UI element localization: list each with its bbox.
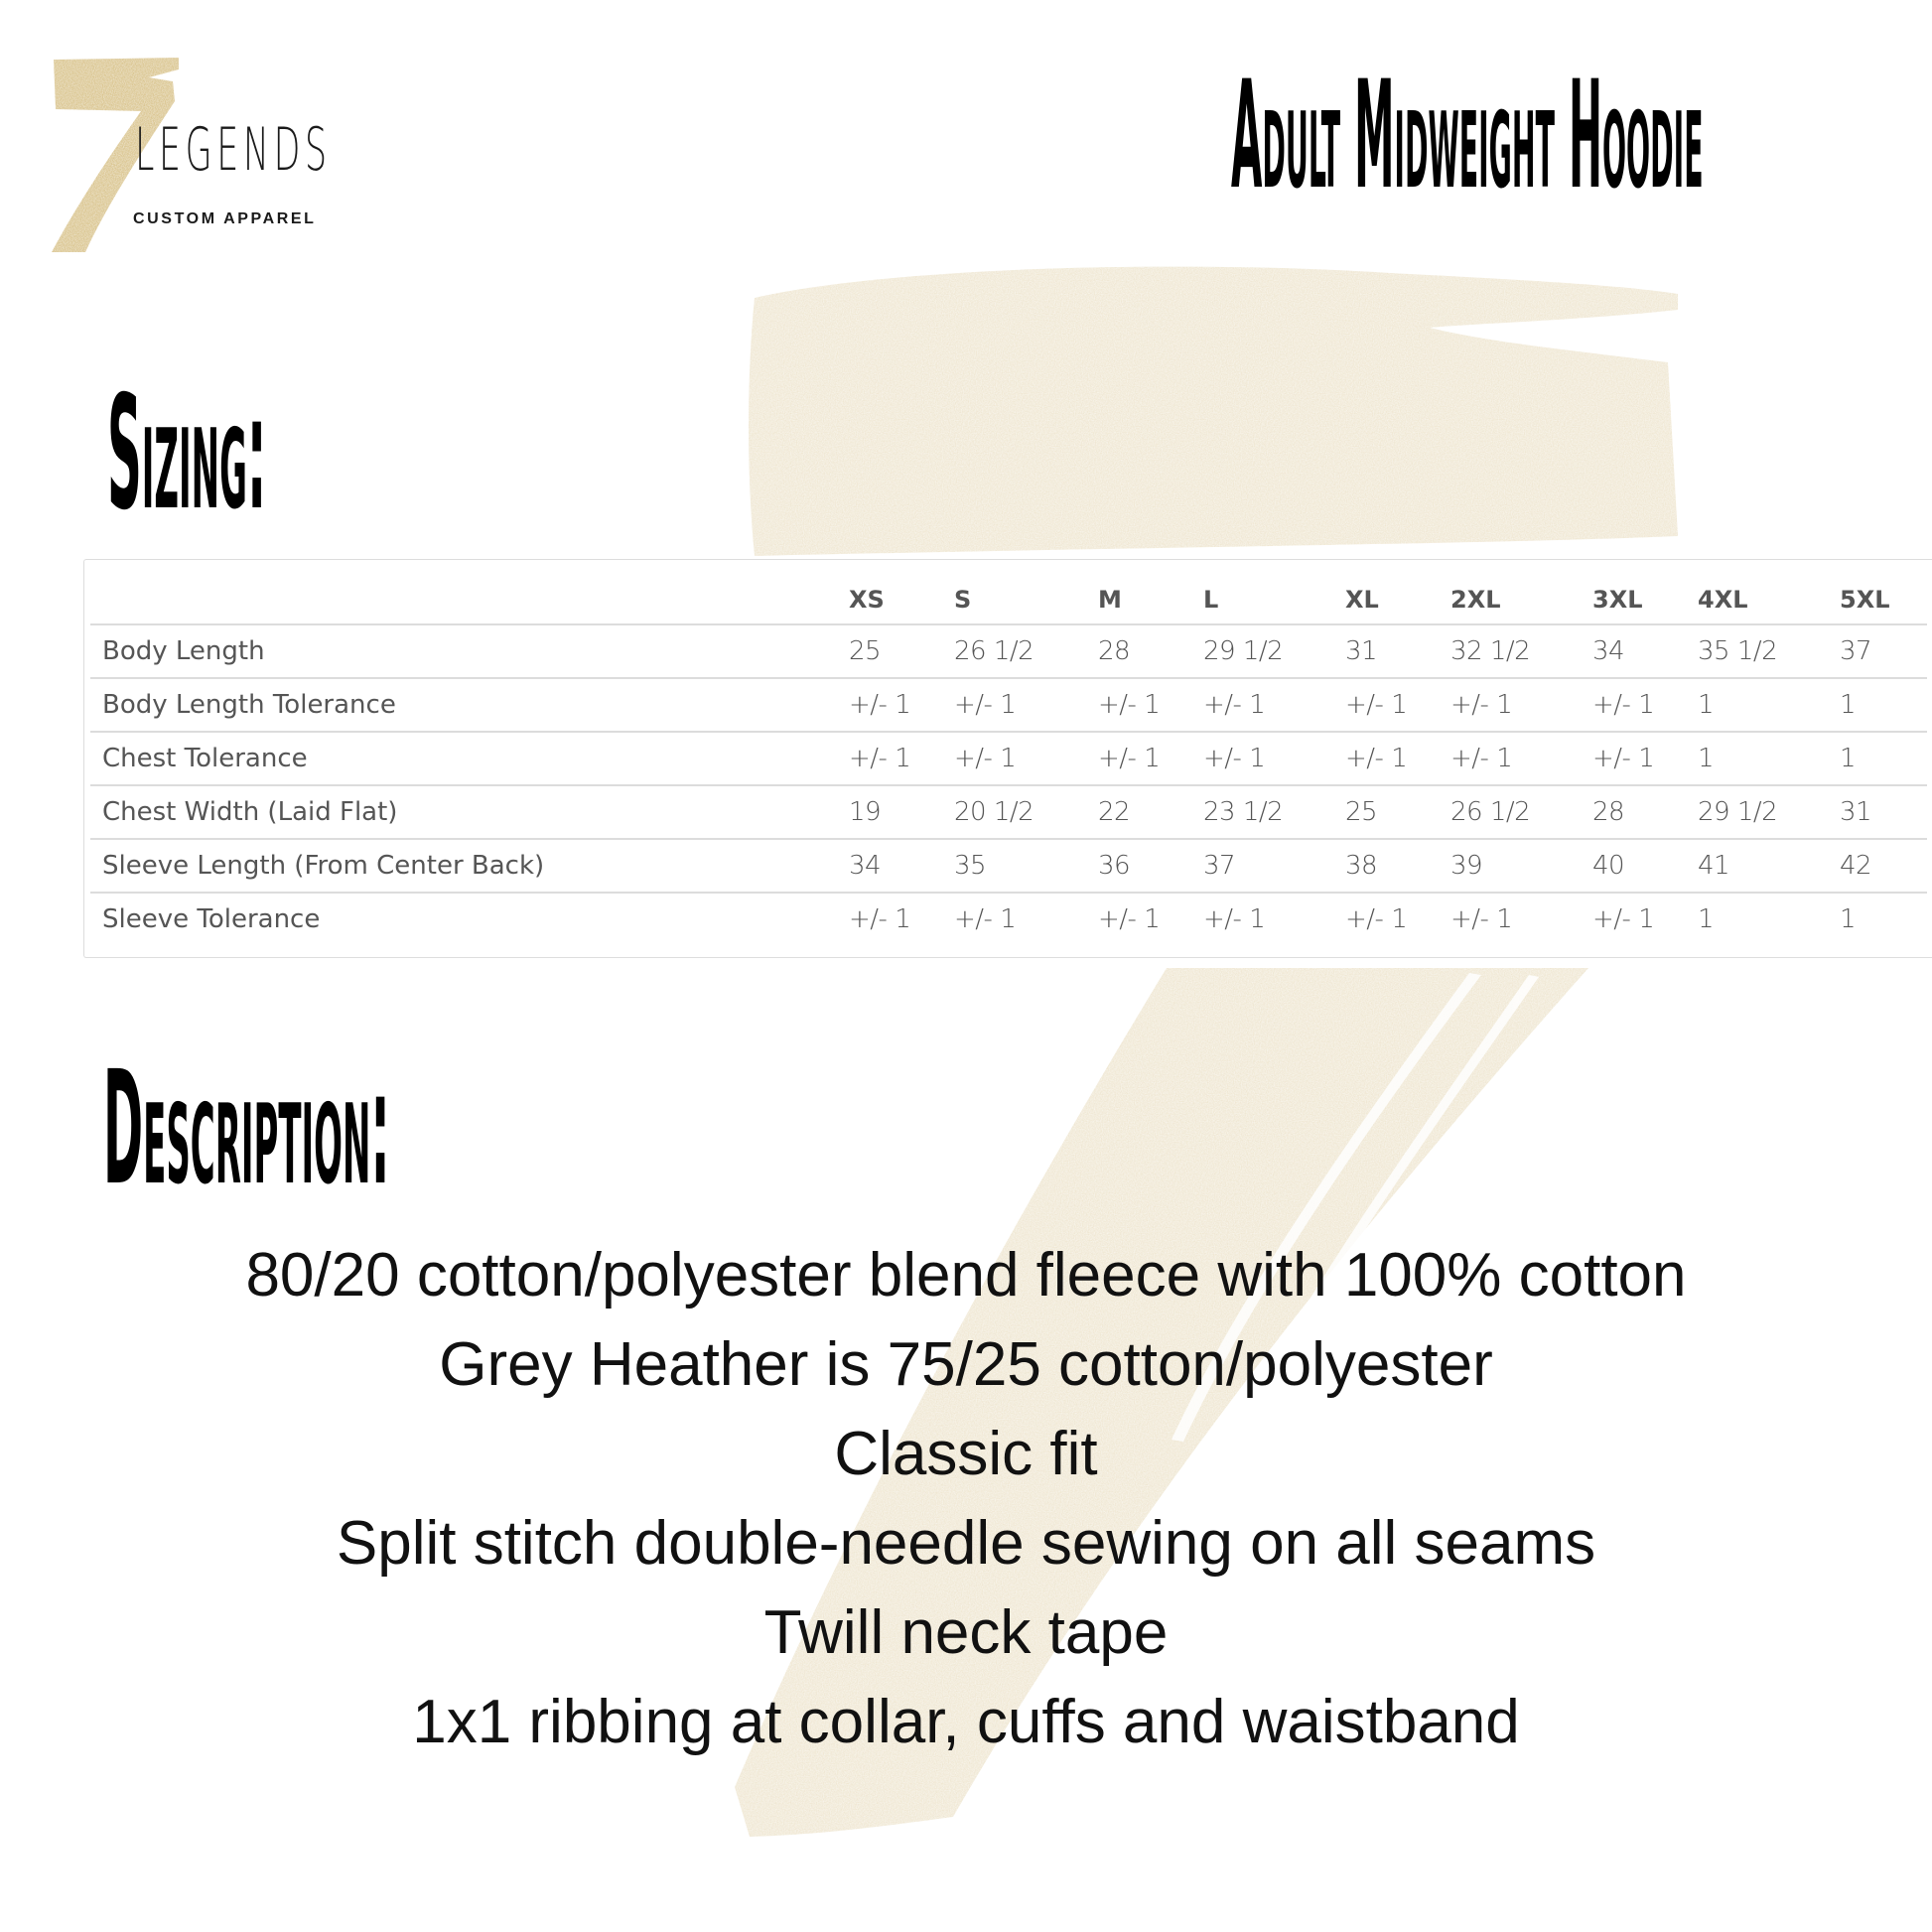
table-cell: 1 (1698, 893, 1840, 945)
table-cell: 28 (1098, 624, 1203, 678)
description-line: Split stitch double-needle sewing on all seams (336, 1509, 1596, 1578)
table-row (90, 678, 1927, 732)
table-cell: 22 (1098, 785, 1203, 839)
table-cell: 40 (1592, 839, 1698, 893)
table-cell: +/- 1 (1203, 678, 1345, 732)
table-cell: +/- 1 (954, 678, 1098, 732)
size-header-cell: S (954, 586, 972, 614)
table-cell: 29 1/2 (1203, 624, 1345, 678)
table-cell: 26 1/2 (954, 624, 1098, 678)
table-cell: +/- 1 (849, 732, 954, 785)
size-chart (83, 559, 1932, 958)
table-cell: +/- 1 (1450, 732, 1592, 785)
description-body (0, 1231, 1932, 1767)
table-cell: 35 1/2 (1698, 624, 1840, 678)
table-cell: 35 (954, 839, 1098, 893)
table-cell: 42 (1840, 839, 1927, 893)
table-row (90, 624, 1927, 678)
table-cell: +/- 1 (1592, 893, 1698, 945)
table-cell: +/- 1 (1450, 678, 1592, 732)
table-cell: 1 (1840, 893, 1927, 945)
row-label: Chest Width (Laid Flat) (90, 785, 849, 839)
table-cell: 38 (1345, 839, 1450, 893)
table-cell: +/- 1 (954, 732, 1098, 785)
table-cell: +/- 1 (1592, 678, 1698, 732)
table-cell: 1 (1840, 678, 1927, 732)
table-cell: +/- 1 (1203, 893, 1345, 945)
table-row (90, 893, 1927, 945)
table-cell: 29 1/2 (1698, 785, 1840, 839)
table-cell: +/- 1 (1098, 732, 1203, 785)
size-chart-table (90, 580, 1927, 945)
row-label: Body Length Tolerance (90, 678, 849, 732)
size-header-cell: 5XL (1840, 586, 1890, 614)
table-cell: +/- 1 (1345, 678, 1450, 732)
table-cell: +/- 1 (1345, 893, 1450, 945)
size-header-cell: L (1203, 586, 1219, 614)
table-cell: 31 (1345, 624, 1450, 678)
table-cell: 1 (1698, 678, 1840, 732)
logo-wordmark: LEGENDS (135, 115, 332, 185)
table-cell: 28 (1592, 785, 1698, 839)
table-cell: 20 1/2 (954, 785, 1098, 839)
description-heading: Description: (103, 1037, 390, 1220)
table-cell: 32 1/2 (1450, 624, 1592, 678)
table-cell: +/- 1 (954, 893, 1098, 945)
table-cell: +/- 1 (1098, 893, 1203, 945)
table-cell: +/- 1 (1345, 732, 1450, 785)
size-header-cell: 4XL (1698, 586, 1748, 614)
size-header-cell: 2XL (1450, 586, 1501, 614)
table-row (90, 732, 1927, 785)
table-cell: 23 1/2 (1203, 785, 1345, 839)
size-header-row (90, 580, 1927, 624)
table-row (90, 839, 1927, 893)
table-cell: 37 (1203, 839, 1345, 893)
size-header-cell: M (1098, 586, 1122, 614)
table-cell: 37 (1840, 624, 1927, 678)
table-cell: +/- 1 (1592, 732, 1698, 785)
table-cell: 31 (1840, 785, 1927, 839)
table-cell: +/- 1 (1203, 732, 1345, 785)
description-line: 1x1 ribbing at collar, cuffs and waistband (412, 1688, 1520, 1756)
row-label: Sleeve Tolerance (90, 893, 849, 945)
size-header-cell: XL (1345, 586, 1379, 614)
row-label: Chest Tolerance (90, 732, 849, 785)
size-header-empty (90, 580, 849, 624)
table-cell: 19 (849, 785, 954, 839)
table-cell: +/- 1 (1098, 678, 1203, 732)
description-line: Twill neck tape (763, 1598, 1169, 1667)
table-cell: +/- 1 (849, 893, 954, 945)
size-header-cell: XS (849, 586, 885, 614)
table-cell: +/- 1 (849, 678, 954, 732)
product-title: Adult Midweight Hoodie (1231, 50, 1704, 222)
table-cell: 36 (1098, 839, 1203, 893)
brand-logo (50, 52, 347, 260)
table-cell: 25 (1345, 785, 1450, 839)
table-row (90, 785, 1927, 839)
table-cell: 26 1/2 (1450, 785, 1592, 839)
table-cell: 1 (1840, 732, 1927, 785)
description-line: Grey Heather is 75/25 cotton/polyester (439, 1330, 1493, 1399)
description-line: 80/20 cotton/polyester blend fleece with 100% cotton (245, 1241, 1687, 1310)
sizing-heading: Sizing: (107, 362, 267, 545)
table-cell: 1 (1698, 732, 1840, 785)
table-cell: 34 (1592, 624, 1698, 678)
logo-tagline: CUSTOM APPAREL (133, 210, 317, 227)
table-cell: 34 (849, 839, 954, 893)
table-cell: 25 (849, 624, 954, 678)
table-cell: 41 (1698, 839, 1840, 893)
table-cell: +/- 1 (1450, 893, 1592, 945)
size-header-cell: 3XL (1592, 586, 1643, 614)
row-label: Sleeve Length (From Center Back) (90, 839, 849, 893)
row-label: Body Length (90, 624, 849, 678)
description-line: Classic fit (834, 1420, 1098, 1488)
table-cell: 39 (1450, 839, 1592, 893)
